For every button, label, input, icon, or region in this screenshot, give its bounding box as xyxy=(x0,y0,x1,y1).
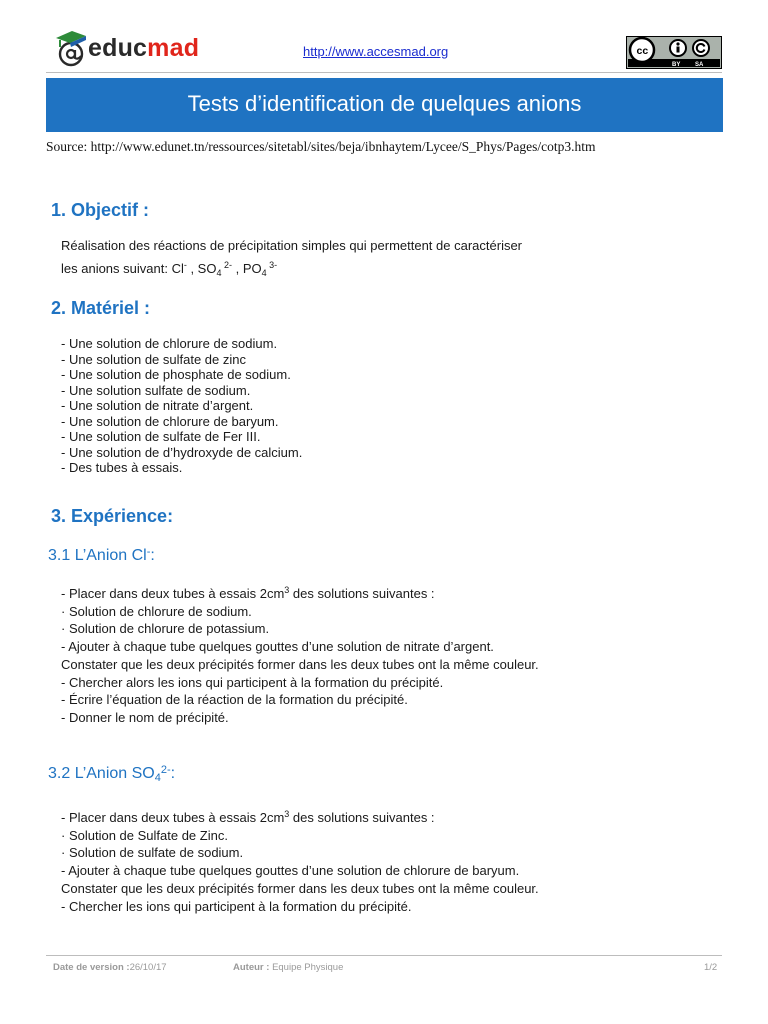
objectif-line-1: Réalisation des réactions de précipitation simples qui permettent de caractériser xyxy=(61,238,523,253)
cc-sa-text: SA xyxy=(695,62,704,68)
author-label: Auteur : xyxy=(233,962,270,973)
list-item: · Solution de Sulfate de Zinc. xyxy=(61,827,228,843)
anion-so4-heading-charge: 2- xyxy=(160,764,171,776)
list-item: - Une solution de chlorure de baryum. xyxy=(61,413,279,429)
cc-by-text: BY xyxy=(672,62,681,68)
list-item: - Une solution de nitrate d’argent. xyxy=(61,398,254,413)
anion-cl-heading xyxy=(48,546,155,565)
list-item: - Une solution de phosphate de sodium. xyxy=(61,367,291,382)
anion-cl-steps xyxy=(61,582,539,727)
list-item: - Ajouter à chaque tube quelques gouttes d’une solution de chlorure de baryum. xyxy=(61,863,520,879)
step-text-end: des solutions suivantes : xyxy=(289,586,435,601)
cl-charge: - xyxy=(183,259,187,270)
educmad-logo xyxy=(52,28,212,70)
materiel-heading: 2. Matériel : xyxy=(51,298,151,318)
author-value: Equipe Physique xyxy=(272,962,344,973)
list-item: - Chercher alors les ions qui participent à la formation du précipité. xyxy=(61,674,444,690)
page-number: 1/2 xyxy=(704,962,718,973)
footer-author xyxy=(233,962,343,973)
anion-so4-heading-colon: : xyxy=(170,765,176,782)
source-line: Source: http://www.edunet.tn/ressources/sitetabl/sites/beja/ibnhaytem/Lycee/S_Phys/Pages/cotp3.htm xyxy=(46,139,596,154)
list-item: - Des tubes à essais. xyxy=(61,460,183,475)
list-item: - Une solution de d’hydroxyde de calcium. xyxy=(61,444,303,460)
objectif-heading: 1. Objectif : xyxy=(51,200,150,220)
materiel-list xyxy=(61,336,302,476)
anion-cl-heading-charge: - xyxy=(146,546,151,558)
list-item: - Une solution de chlorure de sodium. xyxy=(61,336,278,351)
anion-so4-heading xyxy=(48,764,175,784)
footer-divider xyxy=(46,955,722,956)
anion-cl-heading-text: 3.1 L’Anion Cl xyxy=(48,547,147,564)
logo-mark-icon xyxy=(52,28,90,70)
list-item: - Une solution de sulfate de zinc xyxy=(61,351,246,367)
list-item: · Solution de sulfate de sodium. xyxy=(61,845,244,861)
cc-text: cc xyxy=(636,45,649,57)
list-item: · Solution de chlorure de sodium. xyxy=(61,603,252,619)
list-item: - Écrire l’équation de la réaction de la formation du précipité. xyxy=(61,692,408,708)
so4-subscript: 4 xyxy=(216,267,222,278)
objectif-line-2 xyxy=(61,258,522,282)
logo-text-educ: educ xyxy=(88,34,148,62)
step-text: - Placer dans deux tubes à essais 2cm xyxy=(61,810,285,825)
list-item: - Chercher les ions qui participent à la formation du précipité. xyxy=(61,898,412,914)
experience-heading: 3. Expérience: xyxy=(51,506,174,526)
logo-text-mad: mad xyxy=(147,34,200,62)
version-value: 26/10/17 xyxy=(129,962,167,973)
po4-charge: 3- xyxy=(266,259,278,270)
po4-subscript: 4 xyxy=(261,267,267,278)
anion-po4-label: , PO xyxy=(232,260,262,276)
header-divider xyxy=(46,72,722,73)
list-item: - Une solution de sulfate de Fer III. xyxy=(61,429,261,444)
title-banner xyxy=(46,78,723,132)
list-item: - Une solution sulfate de sodium. xyxy=(61,382,251,398)
anion-so4-heading-subscript: 4 xyxy=(154,772,161,784)
anion-cl-heading-colon: : xyxy=(150,547,155,564)
cm3-exponent: 3 xyxy=(284,585,290,595)
list-item: - Ajouter à chaque tube quelques gouttes d’une solution de nitrate d’argent. xyxy=(61,639,494,655)
anion-so4-label: , SO xyxy=(186,260,217,276)
list-item xyxy=(61,806,539,827)
cc-by-sa-badge xyxy=(626,36,722,69)
step-text: - Placer dans deux tubes à essais 2cm xyxy=(61,586,285,601)
anion-so4-heading-text: 3.2 L’Anion SO xyxy=(48,765,155,782)
so4-charge: 2- xyxy=(221,259,232,270)
list-item xyxy=(61,582,539,603)
page-title: Tests d’identification de quelques anions xyxy=(187,91,582,116)
step-text-end: des solutions suivantes : xyxy=(289,810,435,825)
anion-so4-steps xyxy=(61,806,539,915)
footer-version xyxy=(53,962,167,973)
list-item: Constater que les deux précipités former dans les deux tubes ont la même couleur. xyxy=(61,880,539,896)
cm3-exponent: 3 xyxy=(284,809,290,819)
list-item: Constater que les deux précipités former dans les deux tubes ont la même couleur. xyxy=(61,656,539,672)
accesmad-link[interactable]: http://www.accesmad.org xyxy=(303,44,449,59)
version-label: Date de version : xyxy=(53,962,130,973)
list-item: - Donner le nom de précipité. xyxy=(61,709,229,725)
list-item: · Solution de chlorure de potassium. xyxy=(61,621,270,637)
anion-cl-label: les anions suivant: Cl xyxy=(61,260,184,276)
objectif-text xyxy=(61,238,522,281)
